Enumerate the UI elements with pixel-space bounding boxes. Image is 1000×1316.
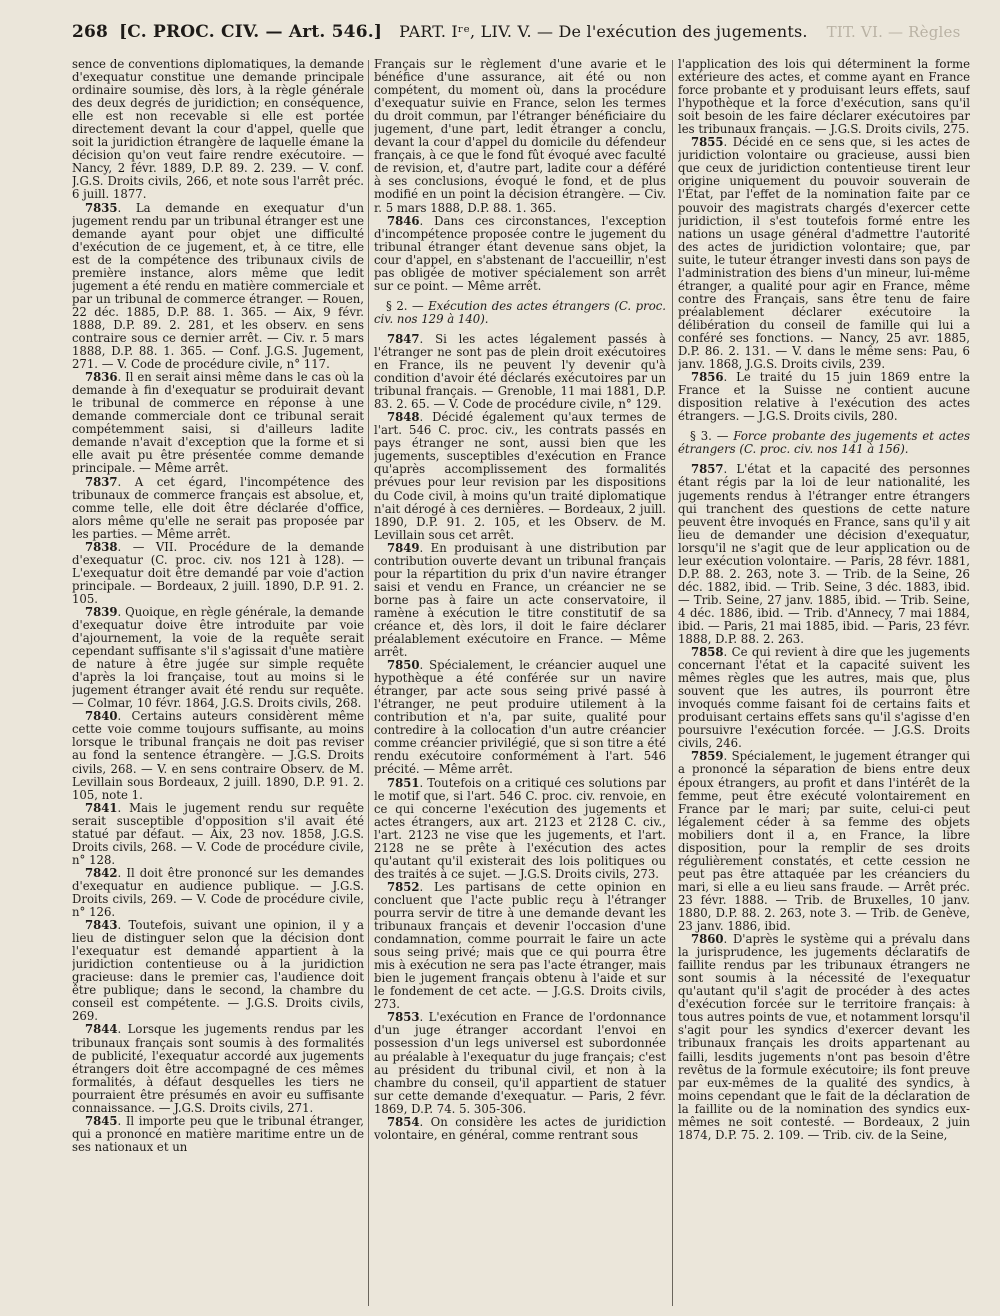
paragraph-text: Toutefois on a critiqué ces solutions par le motif que, si l'art. 546 C. proc. civ. renvoie, en ce qui concerne l'exécution des jugements et actes étrangers, aux art. 2123 et 2128 C. civ., l'art. 2123 ne vise que les jugements, et l'art. 2128 ne se prête à l'exécution des actes qu'autant qu'il existerait des lois politiques ou des traités à ce sujet. — J.G.S. Droits civils, 273. (374, 775, 666, 881)
numbered-entry: 7853. L'exécution en France de l'ordonnance d'un juge étranger accordant l'envoi en possession d'un legs universel est subordonnée au préalable à l'exequatur du juge français; c'est au président du tribunal civil, et non à la chambre du conseil, qu'il appartient de statuer sur cette demande d'exequatur. — Paris, 2 févr. 1869, D.P. 74. 5. 305-306. (374, 1010, 666, 1116)
numbered-entry: 7849. En produisant à une distribution par contribution ouverte devant un tribunal français pour la répartition du prix d'un navire étranger saisi et vendu en France, un créancier ne se borne pas à faire un acte conservatoire, il ramène à exécution le titre constitutif de sa créance et, dès lors, il doit le faire déclarer préalablement exécutoire en France. — Même arrêt. (374, 540, 666, 660)
numbered-entry: 7837. A cet égard, l'incompétence des tribunaux de commerce français est absolue, et, comme telle, elle doit être déclarée d'office, alors même qu'elle ne serait pas proposée par les parties. — Même arrêt. (72, 474, 364, 541)
entry-number: 7850 (387, 658, 420, 673)
paragraph-text: Mais le jugement rendu sur requête serait susceptible d'opposition s'il avait été statué par défaut. — Aix, 23 nov. 1858, J.G.S. Droits civils, 268. — V. Code de procédure civile, n° 128. (72, 800, 364, 867)
paragraph-text: Si les actes légalement passés à l'étranger ne sont pas de plein droit exécutoires en France, ils ne peuvent l'y devenir qu'à condition d'avoir été déclarés exécutoires par un tribunal français. — Grenoble, 11 mai 1881, D.P. 83. 2. 65. — V. Code de procédure civile, n° 129. (374, 331, 666, 412)
paragraph-text: Quoique, en règle générale, la demande d'exequatur doive être introduite par voie d'ajournement, la voie de la requête serait cependant suffisante s'il s'agissait d'une matière de nature à être jugée sur simple requête d'après la loi française, tout au moins si le jugement étranger avait été rendu sur requête. — Colmar, 10 févr. 1864, J.G.S. Droits civils, 268. (72, 604, 364, 711)
paragraph-text: Spécialement, le jugement étranger qui a prononcé la séparation de biens entre deux époux étrangers, au profit et dans l'intérêt de la femme, peut être exécuté volontairement en France par le mari; par suite, celui-ci peut légalement céder à sa femme des objets mobiliers dont il a, en France, la libre disposition, pour la remplir de ses droits régulièrement constatés, et cette cession ne peut pas être attaquée par les créanciers du mari, si elle a eu lieu sans fraude. — Arrêt préc. 23 févr. 1888. — Trib. de Bruxelles, 10 janv. 1880, D.P. 88. 2. 263, note 3. — Trib. de Genève, 23 janv. 1886, ibid. (678, 749, 970, 934)
paragraph-text: L'état et la capacité des personnes étant régis par la loi de leur nationalité, les jugements rendus à l'étranger entre étrangers qui tranchent des questions de cette nature peuvent être invoqués en France, sans qu'il y ait lieu de demander une décision d'exequatur, lorsqu'il ne s'agit que de leur application ou de leur exécution volontaire. — Paris, 28 févr. 1881, D.P. 88. 2. 263, note 3. — Trib. de la Seine, 26 déc. 1882, ibid. — Trib. Seine, 3 déc. 1883, ibid. — Trib. Seine, 27 janv. 1885, ibid. — Trib. Seine, 4 déc. 1886, ibid. — Trib. d'Annecy, 7 mai 1884, ibid. — Paris, 21 mai 1885, ibid. — Paris, 23 févr. 1888, D.P. 88. 2. 263. (678, 462, 970, 647)
code-reference: [C. PROC. CIV. — Art. 546.] (119, 22, 383, 42)
numbered-entry: 7841. Mais le jugement rendu sur requête serait susceptible d'opposition s'il avait été statué par défaut. — Aix, 23 nov. 1858, J.G.S. Droits civils, 268. — V. Code de procédure civile, n° 128. (72, 800, 364, 867)
entry-number: 7842 (85, 865, 118, 880)
paragraph-text: Dans ces circonstances, l'exception d'incompétence proposée contre le jugement du tribunal étranger étant devenue sans objet, la cour d'appel, en s'abstenant de l'accueillir, n'est pas obligée de motiver spécialement son arrêt sur ce point. — Même arrêt. (374, 213, 666, 293)
numbered-entry: 7851. Toutefois on a critiqué ces solutions par le motif que, si l'art. 546 C. proc. civ. renvoie, en ce qui concerne l'exécution des jugements et actes étrangers, aux art. 2123 et 2128 C. civ., l'art. 2123 ne vise que les jugements, et l'art. 2128 ne se prête à l'exécution des actes qu'autant qu'il existerait des lois politiques ou des traités à ce sujet. — J.G.S. Droits civils, 273. (374, 775, 666, 881)
entry-number: 7860 (691, 932, 724, 947)
paragraph-text: Décidé également qu'aux termes de l'art. 546 C. proc. civ., les contrats passés en pays étranger ne sont, aussi bien que les jugements, susceptibles d'exécution en France qu'après accomplissement des formalités prévues pour leur revision par les dispositions du Code civil, à moins qu'un traité diplomatique n'ait dérogé à ces dernières. — Bordeaux, 2 juill. 1890, D.P. 91. 2. 105, et les Observ. de M. Levillain sous cet arrêt. (374, 410, 666, 542)
numbered-entry: 7860. D'après le système qui a prévalu dans la jurisprudence, les jugements déclaratifs de faillite rendus par les tribunaux étrangers ne sont soumis à la nécessité de l'exequatur qu'autant qu'il s'agit de procéder à des actes d'exécution forcée sur le territoire français: à tous autres points de vue, et notamment lorsqu'il s'agit pour les syndics d'exercer devant les tribunaux français les droits appartenant au failli, lesdits jugements n'ont pas besoin d'être revêtus de la formule exécutoire; ils font preuve par eux-mêmes de la qualité des syndics, à moins cependant que le fait de la déclaration de la faillite ou de la nomination des syndics eux-mêmes ne soit contesté. — Bordeaux, 2 juin 1874, D.P. 75. 2. 109. — Trib. civ. de la Seine, (678, 932, 970, 1142)
numbered-entry: 7839. Quoique, en règle générale, la demande d'exequatur doive être introduite par voie d'ajournement, la voie de la requête serait cependant suffisante s'il s'agissait d'une matière de nature à être jugée sur simple requête d'après la loi française, tout au moins si le jugement étranger avait été rendu sur requête. — Colmar, 10 févr. 1864, J.G.S. Droits civils, 268. (72, 604, 364, 711)
numbered-entry: 7845. Il importe peu que le tribunal étranger, qui a prononcé en matière maritime entre un de ses nationaux et un (72, 1113, 364, 1154)
paragraph-text: Ce qui revient à dire que les jugements concernant l'état et la capacité suivent les mêmes règles que les autres, mais que, plus souvent que les autres, ils pourront être invoqués comme faisant foi de certains faits et produisant certains effets sans qu'il s'agisse d'en poursuivre l'exécution forcée. — J.G.S. Droits civils, 246. (678, 645, 970, 751)
entry-number: 7854 (387, 1114, 420, 1129)
paragraph-text: Il doit être prononcé sur les demandes d'exequatur en audience publique. — J.G.S. Droits civils, 269. — V. Code de procédure civile, n° 126. (72, 865, 364, 920)
text-column-1 (72, 58, 364, 1310)
continued-paragraph (72, 58, 364, 202)
section-number: § 3. — (690, 429, 734, 444)
entry-number: 7837 (85, 474, 118, 489)
paragraph-text: Les partisans de cette opinion en concluent que l'acte public reçu à l'étranger pourra servir de titre à une demande devant les tribunaux français et devenir l'occasion d'une condamnation, comme pourrait le faire un acte sous seing privé; mais que ce qui pourra être mis à exécution ne sera pas l'acte étranger, mais bien le jugement français obtenu à l'aide et sur le fondement de cet acte. — J.G.S. Droits civils, 273. (374, 879, 666, 1012)
part-title: PART. Iʳᵉ, LIV. V. — De l'exécution des jugements. (399, 22, 808, 41)
paragraph-text: La demande en exequatur d'un jugement rendu par un tribunal étranger est une demande ayant pour objet une difficulté d'exécution de ce jugement, et, à ce titre, elle est de la compétence des tribunaux civils de première instance, alors même que ledit jugement a été rendu en matière commerciale et par un tribunal de commerce étranger. — Rouen, 22 déc. 1885, D.P. 88. 1. 365. — Aix, 9 févr. 1888, D.P. 89. 2. 281, et les observ. en sens contraire sous ce dernier arrêt. — Civ. r. 5 mars 1888, D.P. 88. 1. 365. — Conf. J.G.S. Jugement, 271. — V. Code de procédure civile, n° 117. (72, 200, 364, 372)
paragraph-text: On considère les actes de juridiction volontaire, en général, comme rentrant sous (374, 1114, 666, 1142)
section-heading (374, 300, 666, 326)
running-header (72, 22, 980, 54)
paragraph-text: L'exécution en France de l'ordonnance d'un juge étranger accordant l'envoi en possession d'un legs universel est subordonnée au préalable à l'exequatur du juge français; c'est au président du tribunal civil, et non à la chambre du conseil, qu'il appartient de statuer sur cette demande d'exequatur. — Paris, 2 févr. 1869, D.P. 74. 5. 305-306. (374, 1010, 666, 1116)
section-number: § 2. — (386, 298, 429, 313)
entry-number: 7856 (691, 370, 724, 385)
entry-number: 7841 (85, 800, 118, 815)
numbered-entry: 7858. Ce qui revient à dire que les jugements concernant l'état et la capacité suivent les mêmes règles que les autres, mais que, plus souvent que les autres, ils pourront être invoqués comme faisant foi de certains faits et produisant certains effets sans qu'il s'agisse d'en poursuivre l'exécution forcée. — J.G.S. Droits civils, 246. (678, 645, 970, 751)
continued-paragraph (678, 58, 970, 136)
entry-number: 7857 (691, 462, 724, 477)
paragraph-text: Lorsque les jugements rendus par les tribunaux français sont soumis à des formalités de publicité, l'exequatur accordé aux jugements étrangers doit être accompagné de ces mêmes formalités, à défaut desquelles les tiers ne pourraient être présumés en avoir eu suffisante connaissance. — J.G.S. Droits civils, 271. (72, 1022, 364, 1115)
entry-number: 7843 (85, 918, 118, 933)
paragraph-text: Certains auteurs considèrent même cette voie comme toujours suffisante, au moins lorsque le tribunal français ne doit pas reviser au fond la sentence étrangère. — J.G.S. Droits civils, 268. — V. en sens contraire Observ. de M. Levillain sous Bordeaux, 2 juill. 1890, D.P. 91. 2. 105, note 1. (72, 709, 364, 802)
entry-number: 7836 (85, 370, 118, 385)
numbered-entry: 7856. Le traité du 15 juin 1869 entre la France et la Suisse ne contient aucune disposition relative à l'exécution des actes étrangers. — J.G.S. Droits civils, 280. (678, 370, 970, 424)
section-heading (678, 430, 970, 456)
numbered-entry: 7836. Il en serait ainsi même dans le cas où la demande à fin d'exequatur se produirait devant le tribunal de commerce en réponse à une demande commerciale dont ce tribunal serait compétemment saisi, si d'ailleurs ladite demande n'avait d'exception que la forme et si elle avait pu être présentée comme demande principale. — Même arrêt. (72, 370, 364, 476)
paragraph-text: Force probante des jugements et actes étrangers (C. proc. civ. nos 141 à 156). (678, 429, 970, 457)
numbered-entry: 7855. Décidé en ce sens que, si les actes de juridiction volontaire ou gracieuse, aussi bien que ceux de juridiction contentieuse tirent leur origine uniquement du pouvoir souverain de l'État, par l'effet de la nomination faite par ce pouvoir des magistrats chargés d'exercer cette juridiction, il s'est toutefois formé entre les nations un usage général d'admettre l'autorité des actes de juridiction volontaire; que, par suite, le tuteur étranger investi dans son pays de l'administration des biens d'un mineur, lui-même étranger, a qualité pour agir en France, même contre des Français, sans être tenu de faire préalablement déclarer exécutoire la délibération du conseil de famille qui lui a conféré ses fonctions. — Nancy, 25 avr. 1885, D.P. 86. 2. 131. — V. dans le même sens: Pau, 6 janv. 1868, J.G.S. Droits civils, 239. (678, 135, 970, 372)
text-column-2 (374, 58, 666, 1310)
entry-number: 7853 (387, 1010, 420, 1025)
column-divider (672, 60, 673, 1306)
numbered-entry: 7846. Dans ces circonstances, l'exception d'incompétence proposée contre le jugement du tribunal étranger étant devenue sans objet, la cour d'appel, en s'abstenant de l'accueillir, n'est pas obligée de motiver spécialement son arrêt sur ce point. — Même arrêt. (374, 213, 666, 293)
paragraph-text: Exécution des actes étrangers (C. proc. civ. nos 129 à 140). (374, 298, 666, 326)
entry-number: 7838 (85, 539, 118, 554)
paragraph-text: Spécialement, le créancier auquel une hypothèque a été conférée sur un navire étranger, par acte sous seing privé passé à l'étranger, ne peut produire utilement à la contribution et n'a, par suite, qualité pour contredire à la collocation d'un autre créancier comme créancier privilégié, que si son titre a été rendu exécutoire conformément à l'art. 546 précité. — Même arrêt. (374, 658, 666, 777)
paragraph-text: l'application des lois qui déterminent la forme extérieure des actes, et comme ayant en France force probante et y produisant leurs effets, sauf l'hypothèque et la force d'exécution, sans qu'il soit besoin de les faire déclarer exécutoires par les tribunaux français. — J.G.S. Droits civils, 275. (678, 58, 970, 137)
paragraph-text: Il en serait ainsi même dans le cas où la demande à fin d'exequatur se produirait devant le tribunal de commerce en réponse à une demande commerciale dont ce tribunal serait compétemment saisi, si d'ailleurs ladite demande n'avait d'exception que la forme et si elle avait pu être présentée comme demande principale. — Même arrêt. (72, 370, 364, 476)
entry-number: 7845 (85, 1113, 118, 1128)
numbered-entry: 7843. Toutefois, suivant une opinion, il y a lieu de distinguer selon que la décision dont l'exequatur est demandé appartient à la juridiction contentieuse ou à la juridiction gracieuse: dans le premier cas, l'audience doit être publique; dans le second, la chambre du conseil est compétente. — J.G.S. Droits civils, 269. (72, 918, 364, 1024)
paragraph-text: Décidé en ce sens que, si les actes de juridiction volontaire ou gracieuse, aussi bien que ceux de juridiction contentieuse tirent leur origine uniquement du pouvoir souverain de l'État, par l'effet de la nomination faite par ce pouvoir des magistrats chargés d'exercer cette juridiction, il s'est toutefois formé entre les nations un usage général d'admettre l'autorité des actes de juridiction volontaire; que, par suite, le tuteur étranger investi dans son pays de l'administration des biens d'un mineur, lui-même étranger, a qualité pour agir en France, même contre des Français, sans être tenu de faire préalablement déclarer exécutoire la délibération du conseil de famille qui lui a conféré ses fonctions. — Nancy, 25 avr. 1885, D.P. 86. 2. 131. — V. dans le même sens: Pau, 6 janv. 1868, J.G.S. Droits civils, 239. (678, 135, 970, 372)
numbered-entry: 7844. Lorsque les jugements rendus par les tribunaux français sont soumis à des formalités de publicité, l'exequatur accordé aux jugements étrangers doit être accompagné de ces mêmes formalités, à défaut desquelles les tiers ne pourraient être présumés en avoir eu suffisante connaissance. — J.G.S. Droits civils, 271. (72, 1022, 364, 1115)
numbered-entry: 7842. Il doit être prononcé sur les demandes d'exequatur en audience publique. — J.G.S. Droits civils, 269. — V. Code de procédure civile, n° 126. (72, 865, 364, 920)
page-number: 268 (72, 22, 109, 42)
entry-number: 7848 (387, 410, 420, 425)
paragraph-text: Il importe peu que le tribunal étranger, qui a prononcé en matière maritime entre un de ses nationaux et un (72, 1113, 364, 1154)
paragraph-text: Français sur le règlement d'une avarie et le bénéfice d'une assurance, ait été ou non compétent, du moment où, dans la procédure d'exequatur suivie en France, selon les termes du droit commun, par l'étranger bénéficiaire du jugement, d'une part, ledit étranger a conclu, devant la cour d'appel du domicile du défendeur français, à ce que le fond fût évoqué avec faculté de revision, et, d'autre part, ladite cour a déféré à ses conclusions, évoqué le fond, et de plus modifié en un point la décision étrangère. — Civ. r. 5 mars 1888, D.P. 88. 1. 365. (374, 58, 666, 215)
entry-number: 7840 (85, 709, 118, 724)
column-divider (368, 60, 369, 1306)
paragraph-text: Toutefois, suivant une opinion, il y a lieu de distinguer selon que la décision dont l'exequatur est demandé appartient à la juridiction contentieuse ou à la juridiction gracieuse: dans le premier cas, l'audience doit être publique; dans le second, la chambre du conseil est compétente. — J.G.S. Droits civils, 269. (72, 918, 364, 1024)
numbered-entry: 7835. La demande en exequatur d'un jugement rendu par un tribunal étranger est une demande ayant pour objet une difficulté d'exécution de ce jugement, et, à ce titre, elle est de la compétence des tribunaux civils de première instance, alors même que ledit jugement a été rendu en matière commerciale et par un tribunal de commerce étranger. — Rouen, 22 déc. 1885, D.P. 88. 1. 365. — Aix, 9 févr. 1888, D.P. 89. 2. 281, et les observ. en sens contraire sous ce dernier arrêt. — Civ. r. 5 mars 1888, D.P. 88. 1. 365. — Conf. J.G.S. Jugement, 271. — V. Code de procédure civile, n° 117. (72, 200, 364, 372)
numbered-entry: 7847. Si les actes légalement passés à l'étranger ne sont pas de plein droit exécutoires en France, ils ne peuvent l'y devenir qu'à condition d'avoir été déclarés exécutoires par un tribunal français. — Grenoble, 11 mai 1881, D.P. 83. 2. 65. — V. Code de procédure civile, n° 129. (374, 331, 666, 412)
paragraph-text: — VII. Procédure de la demande d'exequatur (C. proc. civ. nos 121 à 128). — L'exequatur doit être demandé par voie d'action principale. — Bordeaux, 2 juill. 1890, D.P. 91. 2. 105. (72, 539, 364, 606)
numbered-entry: 7859. Spécialement, le jugement étranger qui a prononcé la séparation de biens entre deux époux étrangers, au profit et dans l'intérêt de la femme, peut être exécuté volontairement en France par le mari; par suite, celui-ci peut légalement céder à sa femme des objets mobiliers dont il a, en France, la libre disposition, pour la remplir de ses droits régulièrement constatés, et cette cession ne peut pas être attaquée par les créanciers du mari, si elle a eu lieu sans fraude. — Arrêt préc. 23 févr. 1888. — Trib. de Bruxelles, 10 janv. 1880, D.P. 88. 2. 263, note 3. — Trib. de Genève, 23 janv. 1886, ibid. (678, 749, 970, 934)
numbered-entry: 7840. Certains auteurs considèrent même cette voie comme toujours suffisante, au moins lorsque le tribunal français ne doit pas reviser au fond la sentence étrangère. — J.G.S. Droits civils, 268. — V. en sens contraire Observ. de M. Levillain sous Bordeaux, 2 juill. 1890, D.P. 91. 2. 105, note 1. (72, 709, 364, 802)
entry-number: 7852 (387, 879, 420, 894)
paragraph-text: D'après le système qui a prévalu dans la jurisprudence, les jugements déclaratifs de faillite rendus par les tribunaux étrangers ne sont soumis à la nécessité de l'exequatur qu'autant qu'il s'agit de procéder à des actes d'exécution forcée sur le territoire français: à tous autres points de vue, et notamment lorsqu'il s'agit pour les syndics d'exercer devant les tribunaux français les droits appartenant au failli, lesdits jugements n'ont pas besoin d'être revêtus de la formule exécutoire; ils font preuve par eux-mêmes de la qualité des syndics, à moins cependant que le fait de la déclaration de la faillite ou de la nomination des syndics eux-mêmes ne soit contesté. — Bordeaux, 2 juin 1874, D.P. 75. 2. 109. — Trib. civ. de la Seine, (678, 932, 970, 1142)
entry-number: 7849 (387, 540, 420, 555)
numbered-entry: 7857. L'état et la capacité des personnes étant régis par la loi de leur nationalité, les jugements rendus à l'étranger entre étrangers qui tranchent des questions de cette nature peuvent être invoqués en France, sans qu'il y ait lieu de demander une décision d'exequatur, lorsqu'il ne s'agit que de leur application ou de leur exécution volontaire. — Paris, 28 févr. 1881, D.P. 88. 2. 263, note 3. — Trib. de la Seine, 26 déc. 1882, ibid. — Trib. Seine, 3 déc. 1883, ibid. — Trib. Seine, 27 janv. 1885, ibid. — Trib. Seine, 4 déc. 1886, ibid. — Trib. d'Annecy, 7 mai 1884, ibid. — Paris, 21 mai 1885, ibid. — Paris, 23 févr. 1888, D.P. 88. 2. 263. (678, 462, 970, 647)
paragraph-text: Le traité du 15 juin 1869 entre la France et la Suisse ne contient aucune disposition relative à l'exécution des actes étrangers. — J.G.S. Droits civils, 280. (678, 370, 970, 424)
entry-number: 7858 (691, 645, 724, 660)
numbered-entry: 7854. On considère les actes de juridiction volontaire, en général, comme rentrant sous (374, 1114, 666, 1142)
text-column-3 (678, 58, 970, 1310)
bleed-through-header: TIT. VI. — Règles (826, 23, 961, 41)
numbered-entry: 7850. Spécialement, le créancier auquel une hypothèque a été conférée sur un navire étranger, par acte sous seing privé passé à l'étranger, ne peut produire utilement à la contribution et n'a, par suite, qualité pour contredire à la collocation d'un autre créancier comme créancier privilégié, que si son titre a été rendu exécutoire conformément à l'art. 546 précité. — Même arrêt. (374, 658, 666, 777)
entry-number: 7847 (387, 331, 420, 346)
entry-number: 7851 (387, 775, 420, 790)
paragraph-text: sence de conventions diplomatiques, la demande d'exequatur constitue une demande principale ordinaire soumise, dès lors, à la règle générale des deux degrés de juridiction; en conséquence, elle est non recevable si elle est portée directement devant la cour d'appel, quelle que soit la juridiction étrangère de laquelle émane la décision qu'on veut faire rendre exécutoire. — Nancy, 2 févr. 1889, D.P. 89. 2. 239. — V. conf. J.G.S. Droits civils, 266, et note sous l'arrêt préc. 6 juill. 1877. (72, 58, 364, 202)
entry-number: 7846 (387, 213, 420, 228)
entry-number: 7855 (691, 135, 724, 150)
paragraph-text: En produisant à une distribution par contribution ouverte devant un tribunal français pour la répartition du prix d'un navire étranger saisi et vendu en France, un créancier ne se borne pas à faire un acte conservatoire, il ramène à exécution le titre constitutif de sa créance et, dès lors, il doit le faire déclarer préalablement exécutoire en France. — Même arrêt. (374, 540, 666, 660)
numbered-entry: 7838. — VII. Procédure de la demande d'exequatur (C. proc. civ. nos 121 à 128). — L'exequatur doit être demandé par voie d'action principale. — Bordeaux, 2 juill. 1890, D.P. 91. 2. 105. (72, 539, 364, 606)
numbered-entry: 7848. Décidé également qu'aux termes de l'art. 546 C. proc. civ., les contrats passés en pays étranger ne sont, aussi bien que les jugements, susceptibles d'exécution en France qu'après accomplissement des formalités prévues pour leur revision par les dispositions du Code civil, à moins qu'un traité diplomatique n'ait dérogé à ces dernières. — Bordeaux, 2 juill. 1890, D.P. 91. 2. 105, et les Observ. de M. Levillain sous cet arrêt. (374, 410, 666, 542)
continued-paragraph (374, 58, 666, 215)
entry-number: 7844 (85, 1022, 118, 1037)
entry-number: 7839 (85, 604, 118, 619)
paragraph-text: A cet égard, l'incompétence des tribunaux de commerce français est absolue, et, comme telle, elle doit être déclarée d'office, alors même qu'elle ne serait pas proposée par les parties. — Même arrêt. (72, 474, 364, 541)
numbered-entry: 7852. Les partisans de cette opinion en concluent que l'acte public reçu à l'étranger pourra servir de titre à une demande devant les tribunaux français et devenir l'occasion d'une condamnation, comme pourrait le faire un acte sous seing privé; mais que ce qui pourra être mis à exécution ne sera pas l'acte étranger, mais bien le jugement français obtenu à l'aide et sur le fondement de cet acte. — J.G.S. Droits civils, 273. (374, 879, 666, 1012)
entry-number: 7859 (691, 749, 724, 764)
entry-number: 7835 (85, 200, 118, 215)
